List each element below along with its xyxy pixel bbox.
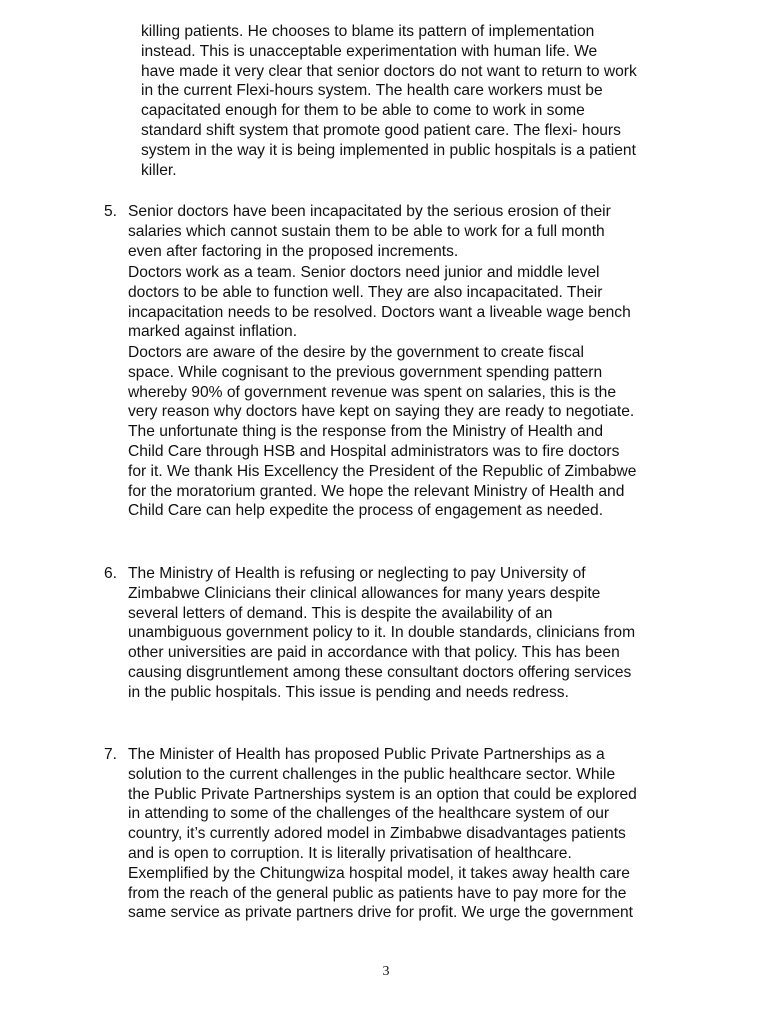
text-line: doctors to be able to function well. They are also incapacitated. Their — [128, 283, 603, 301]
paragraph — [128, 202, 611, 261]
text-line: space. While cognisant to the previous government spending pattern — [128, 363, 603, 381]
text-line: whereby 90% of government revenue was spent on salaries, this is the — [128, 383, 617, 401]
text-line: solution to the current challenges in the public healthcare sector. While — [128, 765, 616, 783]
text-line: very reason why doctors have kept on saying they are ready to negotiate. — [128, 403, 635, 421]
page-number: 3 — [382, 964, 390, 979]
text-line: country, it’s currently adored model in Zimbabwe disadvantages patients — [128, 825, 626, 843]
text-line: The Ministry of Health is refusing or neglecting to pay University of — [128, 565, 586, 582]
list-item-number: 7. — [104, 746, 118, 763]
text-line: Zimbabwe Clinicians their clinical allowances for many years despite — [128, 584, 601, 602]
text-line: The unfortunate thing is the response from the Ministry of Health and — [128, 423, 604, 441]
text-line: unambiguous government policy to it. In double standards, clinicians from — [128, 624, 636, 642]
text-line: killing patients. He chooses to blame its pattern of implementation — [141, 23, 595, 40]
continuation-paragraph — [141, 22, 637, 180]
text-line: marked against inflation. — [128, 323, 298, 341]
text-line: in the public hospitals. This issue is pending and needs redress. — [128, 683, 569, 701]
list-item-number: 5. — [104, 203, 118, 220]
text-line: system in the way it is being implemented in public hospitals is a patient — [141, 141, 636, 159]
text-line: incapacitation needs to be resolved. Doctors want a liveable wage bench — [128, 303, 631, 321]
list-item-number: 6. — [104, 565, 118, 582]
paragraph — [128, 564, 635, 703]
text-line: in attending to some of the challenges of the healthcare system of our — [128, 805, 610, 823]
text-line: The Minister of Health has proposed Public Private Partnerships as a — [128, 746, 605, 763]
text-line: standard shift system that promote good patient care. The flexi- hours — [141, 121, 621, 139]
paragraph — [128, 745, 637, 923]
text-line: Doctors work as a team. Senior doctors need junior and middle level — [128, 264, 600, 281]
text-line: Senior doctors have been incapacitated by the serious erosion of their — [128, 203, 611, 220]
text-line: for it. We thank His Excellency the President of the Republic of Zimbabwe — [128, 462, 637, 480]
text-line: the Public Private Partnerships system is an option that could be explored — [128, 785, 637, 803]
text-line: Exemplified by the Chitungwiza hospital model, it takes away health care — [128, 864, 630, 882]
text-line: Doctors are aware of the desire by the government to create fiscal — [128, 344, 584, 361]
text-line: in the current Flexi-hours system. The health care workers must be — [141, 82, 603, 100]
text-line: have made it very clear that senior doctors do not want to return to work — [141, 62, 637, 80]
text-line: other universities are paid in accordance with that policy. This has been — [128, 644, 620, 662]
text-line: for the moratorium granted. We hope the relevant Ministry of Health and — [128, 482, 625, 500]
text-line: salaries which cannot sustain them to be able to work for a full month — [128, 222, 605, 240]
text-line: instead. This is unacceptable experimentation with human life. We — [141, 42, 598, 60]
text-line: causing disgruntlement among these consultant doctors offering services — [128, 663, 632, 681]
text-line: from the reach of the general public as patients have to pay more for the — [128, 884, 627, 902]
paragraph — [128, 263, 631, 342]
text-line: capacitated enough for them to be able to come to work in some — [141, 102, 585, 120]
text-line: even after factoring in the proposed increments. — [128, 242, 459, 260]
text-line: Child Care through HSB and Hospital administrators was to fire doctors — [128, 442, 620, 460]
text-line: Child Care can help expedite the process of engagement as needed. — [128, 502, 604, 520]
text-line: several letters of demand. This is despite the availability of an — [128, 604, 553, 622]
text-line: killer. — [141, 161, 177, 179]
text-line: same service as private partners drive for profit. We urge the government — [128, 904, 633, 922]
text-line: and is open to corruption. It is literally privatisation of healthcare. — [128, 844, 572, 862]
paragraph — [128, 343, 636, 521]
